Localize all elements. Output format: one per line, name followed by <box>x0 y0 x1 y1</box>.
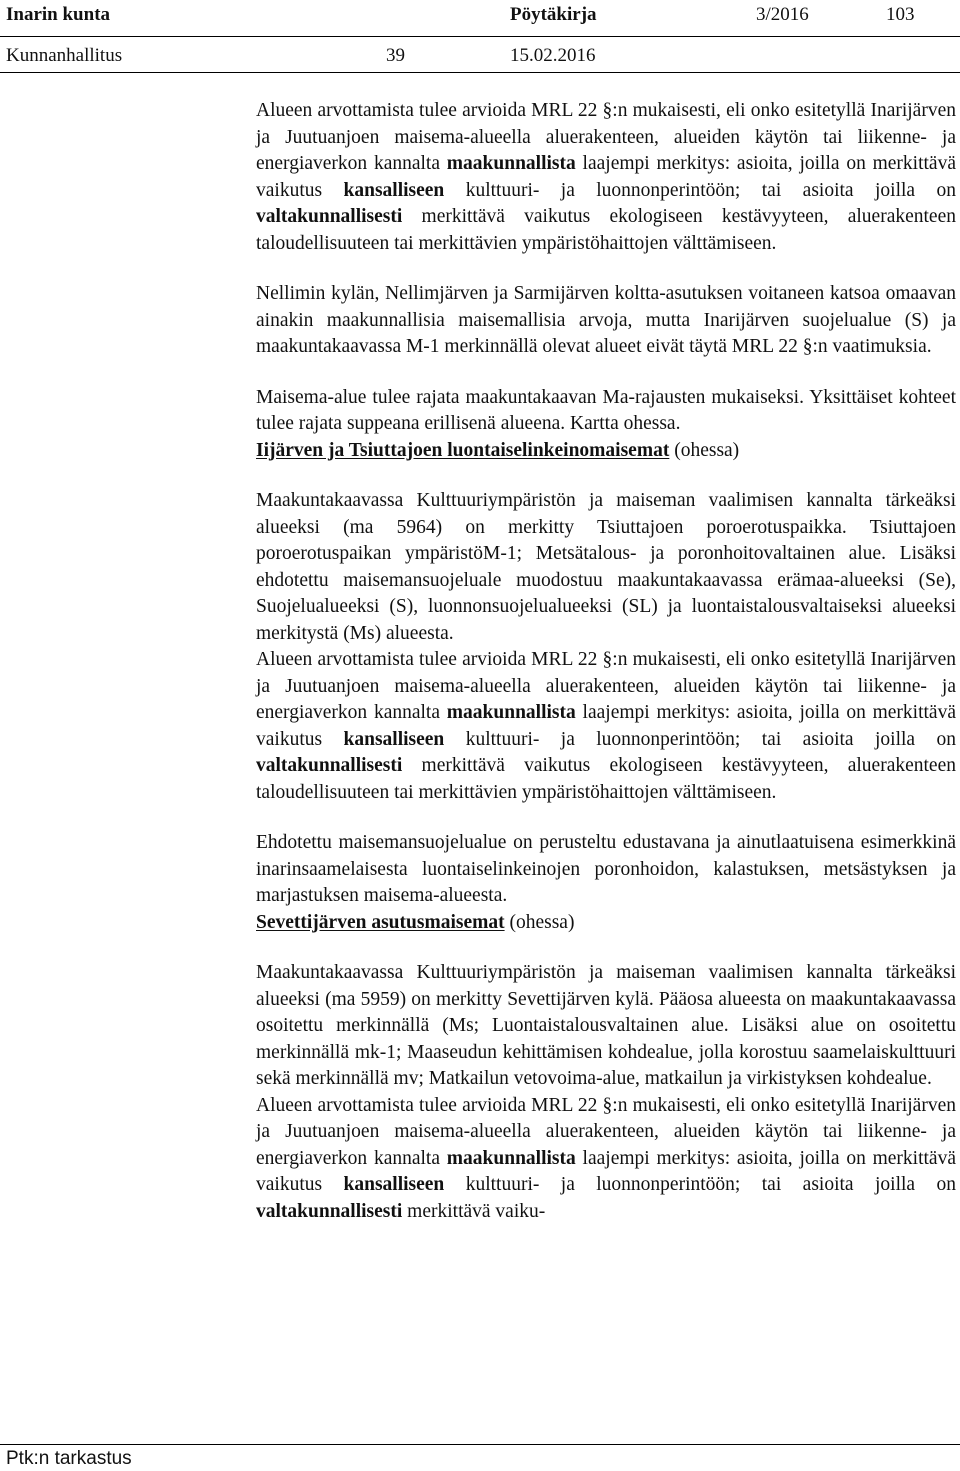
paragraph-nellim: Nellimin kylän, Nellimjärven ja Sarmijärven koltta-asutuksen voitaneen katsoa omaavan ainakin maakunnallisia maisemallisia arvoja, mutta Inarijärven suojelualue (S) ja maakuntakaavassa M-1 merkinnällä olevat alueet eivät täytä MRL 22 §:n vaatimuksia. <box>256 283 956 357</box>
page-header <box>0 0 960 74</box>
page-number: 103 <box>886 4 915 25</box>
meeting-date: 15.02.2016 <box>510 45 596 66</box>
paragraph-sevettijarvi-plan: Maakuntakaavassa Kulttuuriympäristön ja maiseman vaalimisen kannalta tärkeäksi alueeksi (ma 5959) on merkitty Sevettijärven kylä. Pääosa alueesta on maakuntakaavassa osoitettu merkinnällä (Ms; Luontaistalousvaltainen alue. Lisäksi alue on osoitettu merkinnällä mk-1; Maaseudun kehittämisen kohdealue, jolla korostuu saamelaiskulttuuri sekä merkinnällä mv; Matkailun vetovoima-alue, matkailun ja virkistyksen kohdealue. <box>256 962 956 1089</box>
document-body <box>256 98 956 1225</box>
paragraph-assessment-3: Alueen arvottamista tulee arvioida MRL 22 §:n mukaisesti, eli onko esitetyllä Inarijärven ja Juutuanjoen maisema-alueella aluerakenteen, alueiden käytön tai liikenne- ja energiaverkon kannalta maakunnallista laajempi merkitys: asioita, joilla on merkittävä vaikutus kansalliseen kulttuuri- ja luonnonperintöön; tai asioita joilla on valtakunnallisesti merkittävä vaiku- <box>256 1094 956 1222</box>
page-footer <box>0 1444 960 1471</box>
bold-term-state: valtakunnallisesti <box>256 206 403 227</box>
header-divider <box>0 36 960 37</box>
footer-divider <box>0 1444 960 1445</box>
bold-term-national: kansalliseen <box>343 1174 445 1195</box>
minutes-review-label: Ptk:n tarkastus <box>6 1448 132 1469</box>
paragraph-justification: Ehdotettu maisemansuojelualue on perusteltu edustavana ja ainutlaatuisena esimerkkinä inarinsaamelaisesta luontaiselinkeinojen poronhoidon, kalastuksen, metsästyksen ja marjastuksen maisema-alueesta. <box>256 832 956 906</box>
section-number: 39 <box>386 45 405 66</box>
paragraph-boundary: Maisema-alue tulee rajata maakuntakaavan Ma-rajausten mukaiseksi. Yksittäiset kohteet tulee rajata suppeana erillisenä alueena. Kartta ohessa. <box>256 386 956 434</box>
bold-term-regional: maakunnallista <box>446 153 576 174</box>
section-heading-sevettijarvi: Sevettijärven asutusmaisemat (ohessa) <box>256 911 575 933</box>
document-number: 3/2016 <box>756 4 809 25</box>
bold-term-state: valtakunnallisesti <box>256 755 403 776</box>
bold-term-state: valtakunnallisesti <box>256 1200 403 1222</box>
bold-term-national: kansalliseen <box>343 728 445 750</box>
paragraph-iijarvi-plan: Maakuntakaavassa Kulttuuriympäristön ja maiseman vaalimisen kannalta tärkeäksi alueeksi (ma 5964) on merkitty Tsiuttajoen poroerotuspaikka. Tsiuttajoen poroerotuspaikan ympäristöM-1; Metsätalous- ja poronhoitovaltainen alue. Lisäksi ehdotettu maisemansuojeluale muodostuu maakuntakaavassa erämaa-alueeksi (Se), Suojelualueeksi (S), luonnonsuojelualueeksi (SL) ja luontaistalousvaltaiseksi alueeksi merkitystä (Ms) alueesta. <box>256 490 956 644</box>
document-type: Pöytäkirja <box>510 4 597 25</box>
bold-term-regional: maakunnallista <box>446 702 576 723</box>
bold-term-regional: maakunnallista <box>446 1147 576 1169</box>
paragraph-assessment-1: Alueen arvottamista tulee arvioida MRL 22 §:n mukaisesti, eli onko esitetyllä Inarijärven ja Juutuanjoen maisema-alueella aluerakenteen, alueiden käytön tai liikenne- ja energiaverkon kannalta maakunnallista laajempi merkitys: asioita, joilla on merkittävä vaikutus kansalliseen kulttuuri- ja luonnonperintöön; tai asioita joilla on valtakunnallisesti merkittävä vaikutus ekologiseen kestävyyteen, aluerakenteen taloudellisuuteen tai merkittävien ympäristöhaittojen välttämiseen. <box>256 100 956 254</box>
committee-name: Kunnanhallitus <box>6 45 123 66</box>
section-heading-iijarvi: Iijärven ja Tsiuttajoen luontaiselinkeinomaisemat (ohessa) <box>256 439 740 461</box>
header-bottom-divider <box>0 72 960 73</box>
paragraph-assessment-2: Alueen arvottamista tulee arvioida MRL 22 §:n mukaisesti, eli onko esitetyllä Inarijärven ja Juutuanjoen maisema-alueella aluerakenteen, alueiden käytön tai liikenne- ja energiaverkon kannalta maakunnallista laajempi merkitys: asioita, joilla on merkittävä vaikutus kansalliseen kulttuuri- ja luonnonperintöön; tai asioita joilla on valtakunnallisesti merkittävä vaikutus ekologiseen kestävyyteen, aluerakenteen taloudellisuuteen tai merkittävien ympäristöhaittojen välttämiseen. <box>256 649 956 803</box>
municipality-name: Inarin kunta <box>6 4 111 25</box>
bold-term-national: kansalliseen <box>343 179 445 201</box>
